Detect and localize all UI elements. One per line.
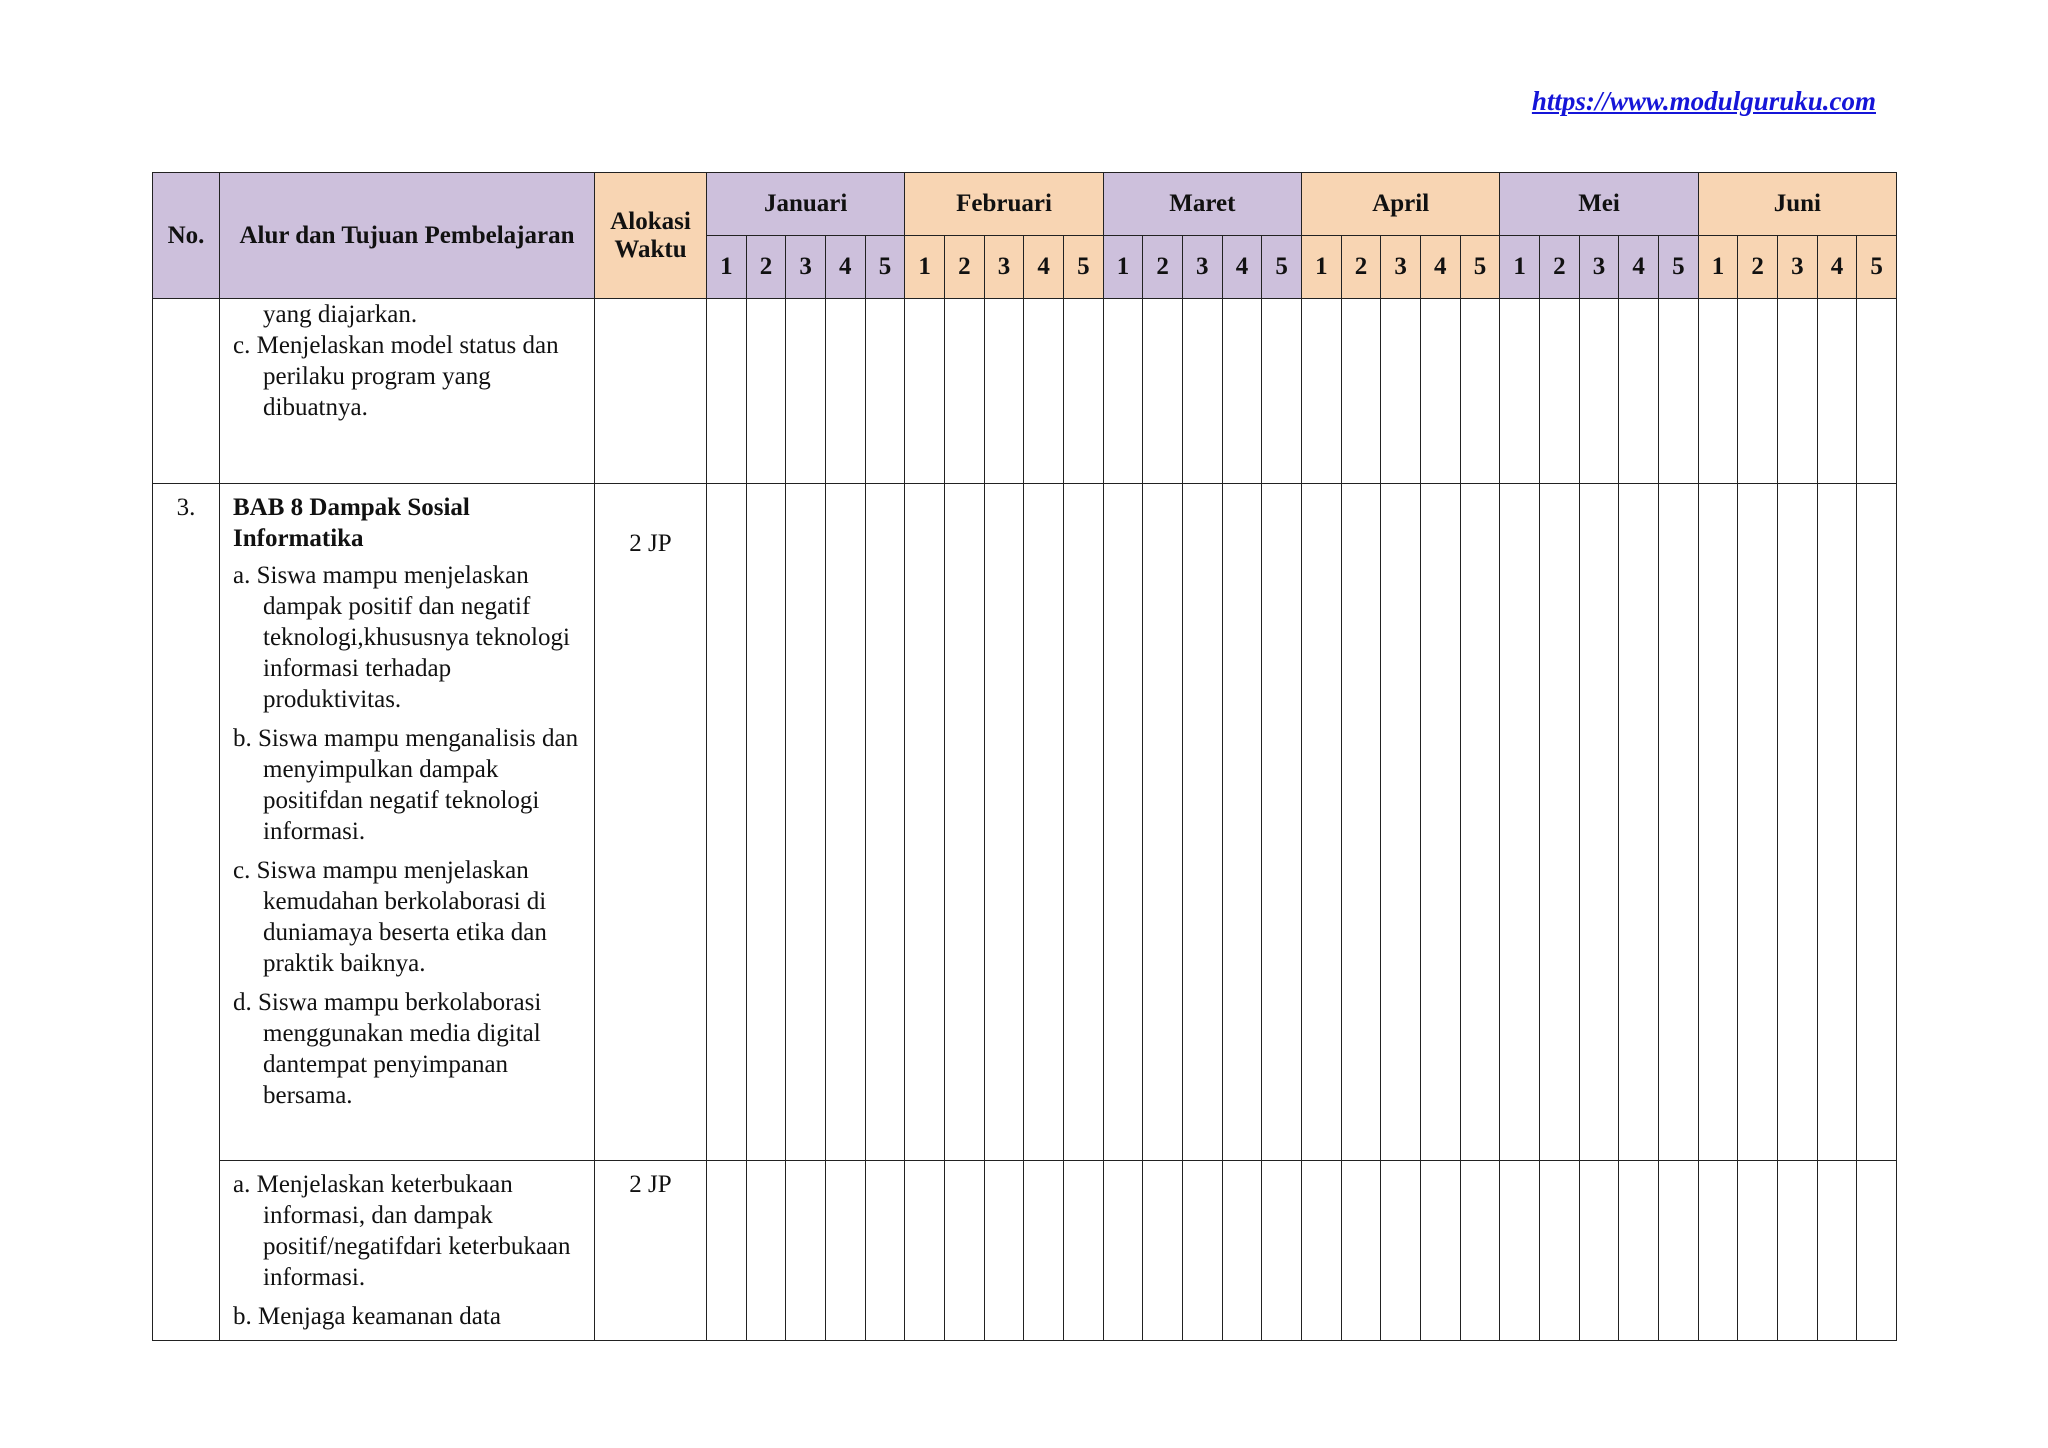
schedule-cell bbox=[1579, 1161, 1619, 1341]
header-alokasi: Alokasi Waktu bbox=[595, 173, 707, 299]
row-alokasi bbox=[595, 299, 707, 484]
row-alokasi: 2 JP bbox=[595, 484, 707, 1161]
month-april: April bbox=[1302, 173, 1500, 236]
schedule-cell bbox=[1857, 299, 1897, 484]
schedule-cell bbox=[1817, 484, 1857, 1161]
schedule-cell bbox=[984, 484, 1024, 1161]
schedule-cell bbox=[1063, 1161, 1103, 1341]
schedule-cell bbox=[905, 484, 945, 1161]
week-number: 5 bbox=[1262, 236, 1302, 299]
row-number bbox=[153, 299, 220, 484]
schedule-cell bbox=[1103, 299, 1143, 484]
schedule-cell bbox=[1063, 484, 1103, 1161]
schedule-cell bbox=[1857, 484, 1897, 1161]
schedule-cell bbox=[1182, 299, 1222, 484]
month-maret: Maret bbox=[1103, 173, 1301, 236]
week-number: 4 bbox=[1619, 236, 1659, 299]
week-number: 5 bbox=[1063, 236, 1103, 299]
schedule-cell bbox=[1262, 1161, 1302, 1341]
week-number: 4 bbox=[1024, 236, 1064, 299]
schedule-cell bbox=[1540, 1161, 1580, 1341]
schedule-cell bbox=[1698, 299, 1738, 484]
schedule-cell bbox=[1579, 299, 1619, 484]
list-item: b. Menjaga keamanan data bbox=[233, 1303, 501, 1330]
week-number: 1 bbox=[1103, 236, 1143, 299]
schedule-cell bbox=[746, 1161, 786, 1341]
schedule-cell bbox=[865, 484, 905, 1161]
week-number: 5 bbox=[1658, 236, 1698, 299]
schedule-cell bbox=[1778, 484, 1818, 1161]
table-row bbox=[153, 484, 1897, 1161]
schedule-cell bbox=[1222, 484, 1262, 1161]
schedule-cell bbox=[1460, 299, 1500, 484]
schedule-cell bbox=[1302, 299, 1342, 484]
list-item: c. Menjelaskan model status dan perilaku program yang dibuatnya. bbox=[233, 332, 559, 421]
schedule-cell bbox=[1698, 1161, 1738, 1341]
list-item: c. Siswa mampu menjelaskan kemudahan berkolaborasi di duniamaya beserta etika dan praktik baiknya. bbox=[233, 857, 547, 977]
week-number: 1 bbox=[905, 236, 945, 299]
week-number: 3 bbox=[1381, 236, 1421, 299]
schedule-cell bbox=[1381, 484, 1421, 1161]
schedule-cell bbox=[1698, 484, 1738, 1161]
week-number: 3 bbox=[786, 236, 826, 299]
schedule-cell bbox=[825, 299, 865, 484]
schedule-cell bbox=[1262, 484, 1302, 1161]
schedule-cell bbox=[1817, 1161, 1857, 1341]
schedule-cell bbox=[1024, 299, 1064, 484]
schedule-cell bbox=[746, 484, 786, 1161]
schedule-cell bbox=[1222, 299, 1262, 484]
schedule-cell bbox=[786, 484, 826, 1161]
row-number: 3. bbox=[153, 484, 220, 1341]
schedule-cell bbox=[1619, 484, 1659, 1161]
schedule-cell bbox=[865, 1161, 905, 1341]
schedule-cell bbox=[707, 484, 747, 1161]
schedule-cell bbox=[1420, 484, 1460, 1161]
week-number: 1 bbox=[1698, 236, 1738, 299]
schedule-cell bbox=[746, 299, 786, 484]
schedule-cell bbox=[1381, 1161, 1421, 1341]
week-number: 3 bbox=[1579, 236, 1619, 299]
week-number: 1 bbox=[707, 236, 747, 299]
schedule-cell bbox=[707, 299, 747, 484]
schedule-cell bbox=[1500, 484, 1540, 1161]
schedule-cell bbox=[1262, 299, 1302, 484]
month-januari: Januari bbox=[707, 173, 905, 236]
schedule-cell bbox=[1540, 484, 1580, 1161]
list-item: a. Menjelaskan keterbukaan informasi, dan dampak positif/negatifdari keterbukaan informasi. bbox=[233, 1171, 571, 1291]
header-no: No. bbox=[153, 173, 220, 299]
schedule-cell bbox=[1420, 1161, 1460, 1341]
row-alokasi: 2 JP bbox=[595, 1161, 707, 1341]
list-item: d. Siswa mampu berkolaborasi menggunakan media digital dantempat penyimpanan bersama. bbox=[233, 989, 542, 1109]
week-number: 3 bbox=[1778, 236, 1818, 299]
week-number: 4 bbox=[1222, 236, 1262, 299]
schedule-cell bbox=[1341, 299, 1381, 484]
continuation-text: yang diajarkan. bbox=[263, 301, 418, 328]
week-number: 2 bbox=[1540, 236, 1580, 299]
schedule-cell bbox=[1222, 1161, 1262, 1341]
week-number: 2 bbox=[746, 236, 786, 299]
schedule-cell bbox=[1619, 299, 1659, 484]
schedule-cell bbox=[1103, 1161, 1143, 1341]
schedule-cell bbox=[1738, 484, 1778, 1161]
schedule-cell bbox=[865, 299, 905, 484]
schedule-cell bbox=[1857, 1161, 1897, 1341]
schedule-cell bbox=[1460, 1161, 1500, 1341]
list-item: b. Siswa mampu menganalisis dan menyimpulkan dampak positifdan negatif teknologi informasi. bbox=[233, 725, 579, 845]
schedule-cell bbox=[1143, 484, 1183, 1161]
row-description bbox=[220, 299, 595, 484]
schedule-cell bbox=[984, 1161, 1024, 1341]
list-item: a. Siswa mampu menjelaskan dampak positif dan negatif teknologi,khususnya teknologi informasi terhadap produktivitas. bbox=[233, 562, 570, 713]
schedule-cell bbox=[1302, 1161, 1342, 1341]
schedule-cell bbox=[1024, 484, 1064, 1161]
week-number: 4 bbox=[1420, 236, 1460, 299]
week-number: 1 bbox=[1302, 236, 1342, 299]
schedule-cell bbox=[1500, 1161, 1540, 1341]
schedule-cell bbox=[984, 299, 1024, 484]
schedule-cell bbox=[1658, 299, 1698, 484]
table-row bbox=[153, 299, 1897, 484]
month-juni: Juni bbox=[1698, 173, 1896, 236]
week-number: 3 bbox=[1182, 236, 1222, 299]
week-number: 2 bbox=[1143, 236, 1183, 299]
schedule-cell bbox=[1063, 299, 1103, 484]
schedule-cell bbox=[1381, 299, 1421, 484]
row-description bbox=[220, 1161, 595, 1341]
month-mei: Mei bbox=[1500, 173, 1698, 236]
schedule-cell bbox=[1182, 1161, 1222, 1341]
table-row bbox=[153, 1161, 1897, 1341]
row-description bbox=[220, 484, 595, 1161]
week-number: 2 bbox=[945, 236, 985, 299]
schedule-cell bbox=[1619, 1161, 1659, 1341]
schedule-cell bbox=[1658, 484, 1698, 1161]
schedule-cell bbox=[1341, 484, 1381, 1161]
schedule-cell bbox=[1658, 1161, 1698, 1341]
schedule-cell bbox=[1738, 1161, 1778, 1341]
schedule-cell bbox=[1817, 299, 1857, 484]
header-alur: Alur dan Tujuan Pembelajaran bbox=[220, 173, 595, 299]
schedule-cell bbox=[1579, 484, 1619, 1161]
schedule-cell bbox=[825, 1161, 865, 1341]
schedule-cell bbox=[1182, 484, 1222, 1161]
schedule-cell bbox=[1500, 299, 1540, 484]
week-number: 4 bbox=[1817, 236, 1857, 299]
week-number: 5 bbox=[1460, 236, 1500, 299]
week-number: 2 bbox=[1341, 236, 1381, 299]
schedule-cell bbox=[1143, 299, 1183, 484]
site-link[interactable]: https://www.modulguruku.com bbox=[1531, 86, 1876, 116]
schedule-cell bbox=[825, 484, 865, 1161]
schedule-cell bbox=[1143, 1161, 1183, 1341]
schedule-cell bbox=[905, 1161, 945, 1341]
header-row-months bbox=[153, 173, 1897, 236]
week-number: 3 bbox=[984, 236, 1024, 299]
schedule-cell bbox=[905, 299, 945, 484]
schedule-cell bbox=[1460, 484, 1500, 1161]
week-number: 1 bbox=[1500, 236, 1540, 299]
schedule-cell bbox=[1302, 484, 1342, 1161]
schedule-cell bbox=[945, 1161, 985, 1341]
schedule-cell bbox=[786, 1161, 826, 1341]
month-februari: Februari bbox=[905, 173, 1103, 236]
schedule-cell bbox=[945, 484, 985, 1161]
schedule-cell bbox=[1778, 1161, 1818, 1341]
schedule-cell bbox=[1103, 484, 1143, 1161]
schedule-cell bbox=[1420, 299, 1460, 484]
schedule-cell bbox=[1024, 1161, 1064, 1341]
schedule-cell bbox=[786, 299, 826, 484]
week-number: 2 bbox=[1738, 236, 1778, 299]
schedule-cell bbox=[945, 299, 985, 484]
schedule-cell bbox=[1341, 1161, 1381, 1341]
schedule-cell bbox=[1540, 299, 1580, 484]
schedule-cell bbox=[1738, 299, 1778, 484]
week-number: 5 bbox=[1857, 236, 1897, 299]
schedule-cell bbox=[707, 1161, 747, 1341]
week-number: 4 bbox=[825, 236, 865, 299]
chapter-title: BAB 8 Dampak Sosial Informatika bbox=[233, 494, 470, 552]
schedule-table bbox=[152, 172, 1897, 1341]
week-number: 5 bbox=[865, 236, 905, 299]
schedule-cell bbox=[1778, 299, 1818, 484]
